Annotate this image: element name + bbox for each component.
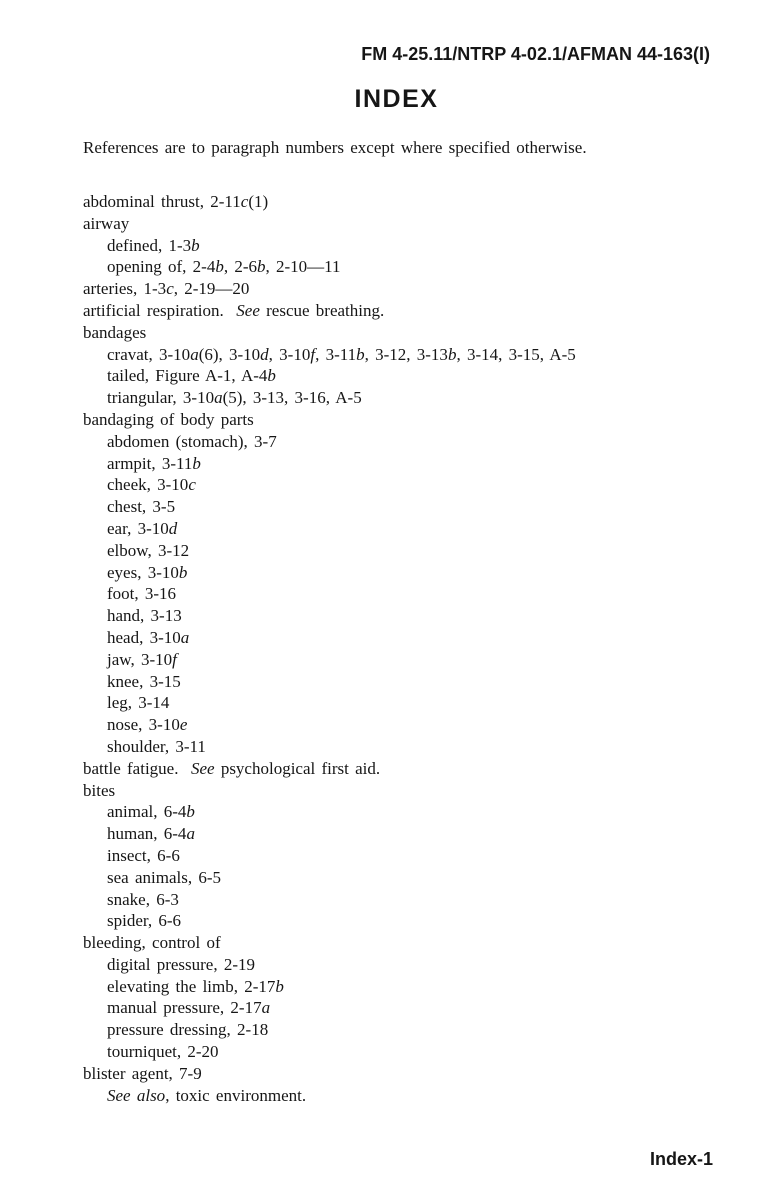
page-title: INDEX [354,85,439,113]
index-entry: battle fatigue. See psychological first aid. [83,758,381,778]
index-entry: triangular, 3-10a(5), 3-13, 3-16, A-5 [107,388,362,408]
index-entry: blister agent, 7-9 [83,1063,202,1083]
index-entry: armpit, 3-11b [107,453,201,473]
index-entry: sea animals, 6-5 [107,867,221,887]
index-entry: pressure dressing, 2-18 [107,1020,269,1040]
index-entry: elbow, 3-12 [107,540,190,560]
index-entry: bandaging of body parts [83,409,254,429]
index-entry: animal, 6-4b [107,802,195,822]
index-entry: manual pressure, 2-17a [107,998,271,1018]
intro-note: References are to paragraph numbers except where specified otherwise. [83,138,587,157]
document-number-header: FM 4-25.11/NTRP 4-02.1/AFMAN 44-163(I) [361,44,710,64]
index-entry: abdominal thrust, 2-11c(1) [83,192,269,211]
index-entry: insect, 6-6 [107,845,180,865]
index-entry: elevating the limb, 2-17b [107,976,284,996]
index-entry: bandages [83,322,147,342]
index-entry: artificial respiration. See rescue breathing. [83,300,385,320]
index-entry: chest, 3-5 [107,497,176,517]
index-entry: tourniquet, 2-20 [107,1042,219,1062]
index-entry: bites [83,780,116,800]
index-entry: defined, 1-3b [107,235,200,255]
index-entry: cravat, 3-10a(6), 3-10d, 3-10f, 3-11b, 3-12, 3-13b, 3-14, 3-15, A-5 [107,344,576,364]
index-entry: knee, 3-15 [107,671,181,691]
index-entry: eyes, 3-10b [107,562,188,582]
index-entry: abdomen (stomach), 3-7 [107,431,277,451]
index-entry: snake, 6-3 [107,889,179,909]
page-number: Index-1 [649,1149,713,1169]
index-entry: opening of, 2-4b, 2-6b, 2-10—11 [107,257,341,277]
index-entries [83,191,755,1106]
index-entry: leg, 3-14 [107,693,170,713]
index-entry: arteries, 1-3c, 2-19—20 [83,279,250,299]
index-entry: spider, 6-6 [107,911,182,931]
index-entry: jaw, 3-10f [107,649,177,669]
index-entry: cheek, 3-10c [107,475,196,495]
index-entry: See also, toxic environment. [107,1085,307,1105]
index-entry: ear, 3-10d [107,518,178,538]
index-entry: shoulder, 3-11 [107,736,206,756]
index-entry: head, 3-10a [107,627,190,647]
index-entry: hand, 3-13 [107,606,182,626]
index-entry: foot, 3-16 [107,584,177,604]
index-entry: bleeding, control of [83,933,221,953]
index-entry: human, 6-4a [107,824,195,844]
index-entry: digital pressure, 2-19 [107,954,255,974]
index-entry: tailed, Figure A-1, A-4b [107,366,276,386]
index-entry: airway [83,213,130,233]
index-entry: nose, 3-10e [107,715,188,735]
